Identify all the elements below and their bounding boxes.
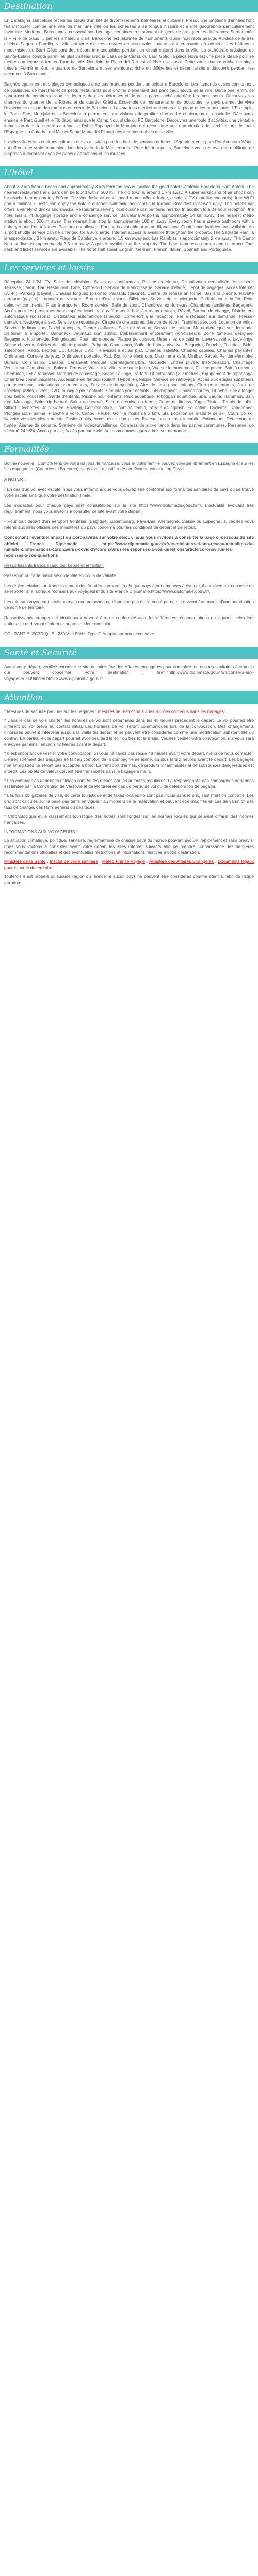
formalites-paragraph-3: - En cas d'un vol avec escale, nous vous informons que vous devrez être conforme aux formalités sanitaires du pays où se trouve votre escale ainsi que votre destination finale. (4, 486, 254, 498)
attention-note-2: * Dans le cas de vols charter, les horaires de vol sont déterminés dans les 48 heures précédant le départ. Le vol pourrait être différent du vol prévu au contrat initial. Les horaires de vol seront communiqués lors de la convocation. Des changements d'horaires peuvent intervenir jusqu'à la veille du départ et ne peuvent être considérés comme une modification substantielle du contrat. En particulier, le départ pourrait avoir lieu tard le soir ou très tôt le matin. Veuillez vérifier votre convocation, qui vous sera envoyée par email environ 72 heures avant le départ. (4, 718, 254, 747)
destination-heading: Destination (0, 0, 258, 12)
link-ministere-sante[interactable]: Ministère de la Santé (4, 859, 46, 865)
attention-note-5: * Les frais obligatoires de visa, de carte touristique et de taxes locales ne sont pas inclus dans le prix, sauf mention contraire. Les prix sont calculés sur la base des tarifs en vigueur au moment de la réservation et peuvent être modifiés en cas de variation des taux de change, des tarifs aériens ou des taxes. (4, 792, 254, 810)
formalites-heading: Formalités (0, 443, 258, 455)
formalites-paragraph-11: Ressortissants étrangers et binationaux devront être en conformité avec les différentes réglementations en vigueur, selon leur nationalité et devront s'informer auprès de leur consulat. (4, 615, 254, 626)
formalites-paragraph-10: Les mineurs voyageant seuls ou avec une personne ne disposant pas de l'autorité parentale doivent être munis d'une autorisation de sortie de territoire. (4, 599, 254, 611)
link-institut-veille-sanitaire[interactable]: Institut de veille sanitaire (50, 859, 98, 865)
link-meteo-france-voyage[interactable]: Météo France Voyage (102, 859, 146, 865)
sante-section (0, 664, 258, 682)
formalites-french-nationals-label: Ressortissants français (adultes, bébés et enfants) : (4, 563, 104, 568)
services-list: Réception 24 h/24, TV, Salle de télévision, Salles de conférences, Piscine extérieure, Climatisation centralisée, Ascenseur, Terrasse, Jardin, Bar, Restaurant, Café, Coffre-fort, Service de blanchisserie, Service d'étage, Dépôt de bagages, Accès Internet (Wi-Fi), Parking (payant), Chaises longues (piscine), Parasols (piscine), Centre de remise en forme, Bar à la piscine, Navette aéroport (payant), Location de voitures, Bureau d'excursions, Billetterie, Service de conciergerie, Petit-déjeuner buffet, Petit-déjeuner continental, Plats à emporter, Room service, Salle de sport, Chambres non-fumeurs, Chambres familiales, Bagagerie, Accès pour les personnes handicapées, Machine à café dans le hall, Journaux gratuits, Réveil, Bureau de change, Distributeur automatique (boissons), Distributeur automatique (snacks), Coffre-fort à la réception, Fer à repasser sur demande, Presse-pantalon, Nettoyage à sec, Service de repassage, Cirage de chaussures, Service de réveil, Transfert aéroport, Location de vélos, Service de limousine, Fax/photocopies, Centre d'affaires, Salle de réunion, Service de traiteur, Menu diététique sur demande, Déjeuner à emporter, Bar-snack, Animaux non admis, Établissement entièrement non-fumeurs, Zone fumeurs désignée, Bagagerie, Kitchenette, Réfrigérateur, Four micro-ondes, Plaque de cuisson, Ustensiles de cuisine, Lave-vaisselle, Lave-linge, Sèche-cheveux, Articles de toilette gratuits, Peignoir, Chaussons, Salle de bains privative, Baignoire, Douche, Toilettes, Bidet, Téléphone, Radio, Lecteur CD, Lecteur DVD, Télévision à écran plat, Chaînes satellite, Chaînes câblées, Chaînes payantes, Ordinateur, Console de jeux, Ordinateur portable, iPad, Bouilloire électrique, Machine à café, Minibar, Réveil, Penderie/armoire, Bureau, Coin salon, Canapé, Canapé-lit, Parquet, Carrelage/marbre, Moquette, Entrée privée, Insonorisation, Chauffage, Ventilateur, Climatisation, Balcon, Terrasse, Vue sur la ville, Vue sur le jardin, Vue sur le monument, Piscine privée, Bain à remous, Cheminée, Fer à repasser, Matériel de repassage, Séchoir à linge, Portant, Lit extra-long (> 2 mètres), Équipement de repassage, Chambres communicantes, Accessible en fauteuil roulant, Hypoallergénique, Service de nettoyage, Accès aux étages supérieurs par ascenseur, Installations pour enfants, Service de baby-sitting, Aire de jeux pour enfants, Club pour enfants, Jeux de société/puzzles, Livres, DVD, musique pour enfants, Sécurités pour enfants, Lits d'appoint, Chaises hautes, Lit bébé, Sac à langer pour bébé, Poussette, Garde d'enfants, Piscine pour enfants, Parc aquatique, Toboggan aquatique, Spa, Sauna, Hammam, Bain turc, Massage, Soins de beauté, Salon de beauté, Salle de remise en forme, Cours de fitness, Yoga, Pilates, Tennis de table, Billard, Fléchettes, Jeux vidéo, Bowling, Golf miniature, Court de tennis, Terrain de squash, Équitation, Cyclisme, Randonnée, Plongée sous-marine, Planche à voile, Canoë, Pêche, Golf (à moins de 3 km), Ski, Location de matériel de ski, Cours de ski, Navette vers les pistes de ski, Casier à skis, Accès direct aux pistes, Évacuation en cas d'incendie, Extincteurs, Détecteurs de fumée, Alarme de sécurité, Système de vidéosurveillance, Caméras de surveillance dans les parties communes, Personnel de sécurité 24 h/24, Accès par clé, Accès par carte-clé, Animaux domestiques admis sur demande. (4, 279, 254, 433)
formalites-passport-text: Passeport ou carte nationale d'identité en cours de validité. (4, 573, 118, 579)
attention-note-1 (4, 709, 254, 715)
info-voyageurs-text: La situation climatique, politique, sanitaire, réglementaire de chaque pays du monde pouvant évoluer rapidement et sans préavis, nous vous invitons à consulter avant votre départ les sites internet suivants afin de prendre connaissance des dernières recommandations officielles et des éventuelles restrictions et informations relatives à votre destination. (4, 838, 254, 855)
formalites-paragraph-5: - Pour tout départ d'un aéroport frontalier (Belgique, Luxembourg, Pays-Bas, Allemagne, Suisse ou Espagne...), veuillez vous référer aux sites officiels des ministères du pays concerné pour les conditions de départ et de retour. (4, 518, 254, 530)
sante-heading: Santé et Sécurité (0, 647, 258, 659)
formalites-paragraph-9: Les règles relatives au franchissement des frontières propres à chaque pays étant amenées à évoluer, il est vivement conseillé de se reporter à la rubrique "conseils aux voyageurs" du site France Diplomatie.https://www.diplomatie.gouv.fr/. (4, 583, 254, 595)
hotel-heading: L'hôtel (0, 166, 258, 179)
terrorism-risk-note: Toutefois il est rappelé qu'aucune région du monde ni aucun pays ne peuvent être considérés comme étant à l'abri de risque terroriste. (4, 874, 254, 885)
link-ministere-affaires-etrangeres[interactable]: Ministère des Affaires Etrangères (149, 859, 214, 865)
destination-section (0, 18, 258, 157)
formalites-section (0, 461, 258, 637)
attention-note-3: * Il est important de vérifier votre convocation. Si vous ne l'avez pas reçue 48 heures avant votre départ, merci de nous contacter. L'enregistrement des bagages se fait au comptoir de la compagnie aérienne, au plus tard 2 heures avant le départ. Les bagages non enregistrés ne seront pas acceptés à bord. Le transport d'armes, de produits inflammables et de substances dangereuses est interdit. Les objets de valeur doivent être transportés dans le bagage à main. (4, 751, 254, 774)
info-voyageurs-title: INFORMATIONS AUX VOYAGEURS : (4, 828, 78, 834)
formalites-paragraph-1: Bonne nouvelle : Compte tenu de votre nationalité française, vous et votre famille pouvez voyager librement en Espagne et sur les îles espagnoles (Canaries et Baléares), sans avoir à justifier de certificat de vaccination Covid. (4, 460, 254, 472)
formalites-current-electrical: COURANT ELECTRIQUE : 230 V et 50Hz. Type F. Adaptateur non nécessaire. (4, 631, 155, 637)
attention-note-4: * Les compagnies aériennes utilisées sont toutes reçues par les autorités régulières. La responsabilité des compagnies aériennes est limitée par la Convention de Varsovie et de Montréal en cas de perte, de vol ou de détérioration de bagage. (4, 777, 254, 789)
hotel-description: About 3.2 km from a beach and approximately 3 km from the sea is located the good hotel Catalonia Barcelona Sant Antoni. The nearest restaurants and bars can be found within 500 m. The old town is around 1 km away. A supermarket and other shops can be reached approximately 500 m. The wonderful air-conditioned rooms offer a fridge, a safe, a TV (satellite channels), free Wi-Fi and a minibar. Guests can enjoy the hotel's outdoor swimming pool and sun terrace. Breakfast is served daily. The hotel's bar offers a variety of drinks and snacks. Restaurants serving local cuisine can be found nearby. In addition to a 24-hour reception, the hotel has a lift, luggage storage and a concierge service. Barcelona Airport is approximately 14 km away. The nearest metro station is about 300 m away. The nearest bus stop is approximately 100 m away. Every room has a private bathroom with a hairdryer and free toiletries. Pets are not allowed. Parking is available at an additional cost. Conference facilities are available. An airport shuttle service can be arranged for a surcharge. Internet access is available throughout the property. The Sagrada Família is approximately 3 km away, Plaça de Catalunya is around 1.5 km away and Las Ramblas is approximately 2 km away. The Camp Nou stadium is approximately 3.5 km away. A gym is available at the property. The hotel features a garden and a terrace. Tour desk and ticket services are available. The hotel staff speak English, German, French, Italian, Spanish and Portuguese. (4, 184, 254, 252)
attention-note-6: * Chronologique et le classement touristique des hôtels sont fondés sur les normes locales qui peuvent différer des normes françaises. (4, 814, 254, 825)
link-documents-legaux[interactable]: Documents légaux pour la sortie du territoire (4, 859, 254, 870)
hotel-section (0, 184, 258, 252)
attention-note-1-link[interactable]: mesures de restriction sur les liquides contenus dans les bagages (98, 708, 224, 714)
destination-paragraph-1: En Catalogne, Barcelone recèle les atouts d'un site de divertissements balnéaires et culturels. Presqu'une vingtaine d'années l'ont fait s'imposer comme une ville de mer, une ville où les richesses à sa longue histoire et à une géographie particulièrement favorable. Moderne, Barcelone a conservé son héritage, certaines très souvent obligées de pratiquer les différentes. Surnommée la « ville de Gaudí » par les amateurs d'art, Barcelone est jalonnée de monuments d'une incroyable beauté. Au-delà de la très célèbre Sagrada Família, la ville est forte d'autres œuvres architecturales tout aussi intéressantes à admirer. Les bâtiments modernistes du Barri Gòtic sont des trésors immanquables pendant un circuit culturel dans la ville. La cathédrale artistique de Sainte-Eulalie compte parmi les plus visitées avec la Casa de la Ciutat, du Barri Gòtic, la plaça Nova est une pièce idéale pour se mettre aux leçons à temps d'une balade. Non loin, la Plaça del Rei est célèbre elle aussi. Cette zone vivante cache certaines trésors. Fermé en été, le quartier de Barcelone et ses alentours, riche en différentes et décentralisés à découvrir pendant les vacances à Barcelone. (4, 18, 254, 77)
services-section (0, 279, 258, 434)
sante-paragraph[interactable]: Avant votre départ, veuillez consulter le site du ministère des Affaires étrangères pour connaître les risques sanitaires éventuels qui peuvent concerner votre destination : href="http://www.diplomatie.gouv.fr/fr/conseils-aux-voyageurs_909/index.html">www.diplomatie.gouv.fr (4, 664, 254, 681)
formalites-paragraph-4: Les modalités pour chaque pays sont consultables sur le site https://www.diplomatie.gouv.fr/fr/. L'actualité évoluant très régulièrement, nous vous invitons à consulter ce site avant votre départ. (4, 502, 254, 514)
formalites-note-title: A NOTER : (4, 476, 26, 482)
attention-heading: Attention (0, 691, 258, 704)
destination-paragraph-3: La ville-ville et ses environs culturels et ses activités pour les fans de sensations fortes, l'Aquarium et le parc PortAventura World, qui offrent une vraie immersion dans les joies de la Méditerranée. Pour les tout-petits, Barcelone vous réserve une multitude de surprises à découvrir avec les parcs d'attractions et les musées. (4, 139, 254, 157)
destination-paragraph-2: Baignée également des plages symboliques à ne pas manquer pendant un séjour à Barcelone. Les flamands et ses contiennent de boutiques, de marchés et de petits restaurants pour profiter pleinement des principaux atouts de la ville. Barcelone, enfin, ce sont aussi de nombreux lieux de détente, de rues piétonnes et de petits parcs cachés derrière les monuments. Découvrez les charmes du quartier de la Ribera et du quartier Gràcia. Ensemble de restaurants et de boutiques, le pays permet de vivre l'expérience unique des ramblas au cœur de Barcelone. Les stations méditerranéennes à la plage et les beaux jours. L'Eixample, le Poble Sec, Montjuïc et la Barceloneta permettent aux visiteurs de profiter d'un cadre chaleureux et ensoleillé. Découvrez ensuite le Parc Güell et le Tibidabo, ainsi que le Camp Nou, stade du FC Barcelone. Découvrez une foule d'activités, une véritable immersion dans la culture catalane, le Poble Espanyol de Montjuïc qui reconstitue une reproduction de l'architecture de toute l'Espagne. La Catedral del Mar et Santa Maria del Pi sont des incontournables de la ville. (4, 81, 254, 134)
attention-note-1-text: * Mesures de sécurité prévues sur les bagages : (4, 708, 97, 714)
info-voyageurs-links: Ministère de la Santé . Institut de veille sanitaire . Météo France Voyage . Ministère des Affaires Etrangères . Documents légaux pour la sortie du territoire (4, 859, 254, 870)
formalites-covid-link[interactable]: Concernant l'éventuel impact du Coronavirus sur votre séjour, nous vous invitons à consulter la page ci-dessous du site officiel France Diplomatie : https://www.diplomatie.gouv.fr/fr/le-ministere-et-son-reseau/actualites-du-ministere/informations-coronavirus-covid-19/coronavirus-les-reponses-a-vos-questions/article/coronavirus-les-reponses-a-vos-questions (4, 535, 254, 558)
attention-section (0, 709, 258, 886)
services-heading: Les services et loisirs (0, 262, 258, 274)
